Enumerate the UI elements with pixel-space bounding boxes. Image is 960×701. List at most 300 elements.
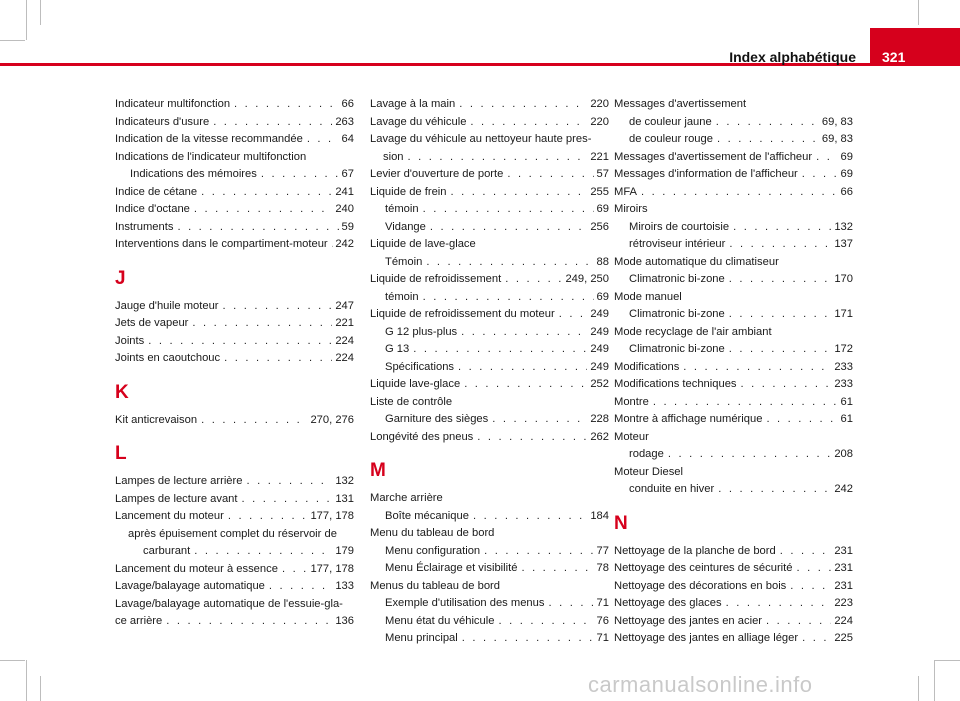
crop-mark bbox=[935, 660, 960, 661]
index-heading: Indications de l'indicateur multifonction bbox=[115, 150, 307, 163]
crop-mark bbox=[40, 0, 41, 25]
page-ref: 220 bbox=[590, 115, 609, 128]
index-column-1 bbox=[115, 96, 354, 631]
entry-label: témoin bbox=[385, 203, 419, 215]
dot-leader bbox=[261, 166, 339, 184]
index-entry bbox=[614, 595, 853, 613]
index-entry bbox=[115, 298, 354, 316]
page-ref: 241 bbox=[335, 185, 354, 198]
dot-leader bbox=[228, 508, 308, 526]
index-entry bbox=[115, 350, 354, 368]
page-ref: 71 bbox=[596, 597, 609, 609]
page-ref: 249, 250 bbox=[565, 273, 609, 285]
dot-leader bbox=[177, 219, 338, 237]
entry-label: Climatronic bi-zone bbox=[629, 343, 725, 355]
dot-leader bbox=[473, 508, 587, 526]
dot-leader bbox=[668, 446, 831, 464]
entry-label: Nettoyage de la planche de bord bbox=[614, 544, 776, 557]
dot-leader bbox=[766, 411, 837, 429]
dot-leader bbox=[641, 184, 838, 202]
entry-label: Kit anticrevaison bbox=[115, 413, 198, 426]
index-entry bbox=[115, 219, 354, 237]
index-entry bbox=[370, 271, 609, 289]
entry-label: de couleur jaune bbox=[629, 115, 712, 128]
page-ref: 184 bbox=[590, 509, 609, 522]
dot-leader bbox=[718, 481, 831, 499]
dot-leader bbox=[505, 271, 562, 289]
entry-label: Exemple d'utilisation des menus bbox=[385, 597, 545, 609]
index-entry bbox=[115, 333, 354, 351]
entry-label: Nettoyage des glaces bbox=[614, 597, 722, 609]
dot-leader bbox=[796, 560, 831, 578]
entry-label: Indications des mémoires bbox=[130, 168, 257, 180]
page-ref: 231 bbox=[834, 562, 853, 574]
page-ref: 256 bbox=[590, 220, 609, 233]
entry-label: Modifications techniques bbox=[614, 378, 737, 390]
page-ref: 133 bbox=[335, 580, 354, 592]
index-entry bbox=[614, 359, 853, 377]
entry-label: témoin bbox=[385, 290, 419, 303]
page-ref: 224 bbox=[834, 614, 853, 627]
dot-leader bbox=[234, 96, 339, 114]
entry-label: Messages d'information de l'afficheur bbox=[614, 168, 798, 180]
page-ref: 225 bbox=[834, 632, 853, 644]
index-heading: Mode automatique du climatiseur bbox=[614, 255, 779, 268]
index-entry bbox=[614, 394, 853, 412]
page-ref: 231 bbox=[834, 579, 853, 592]
page-ref: 177, 178 bbox=[310, 562, 354, 575]
dot-leader bbox=[148, 333, 332, 351]
index-entry bbox=[115, 131, 354, 149]
index-entry bbox=[370, 630, 609, 648]
page-ref: 66 bbox=[840, 185, 853, 198]
dot-leader bbox=[729, 341, 832, 359]
index-entry bbox=[370, 166, 609, 184]
entry-label: Liquide lave-glace bbox=[370, 378, 461, 390]
index-heading: Menu du tableau de bord bbox=[370, 527, 495, 539]
page-ref: 57 bbox=[596, 168, 609, 180]
page-ref: 69 bbox=[596, 290, 609, 303]
dot-leader bbox=[307, 131, 339, 149]
dot-leader bbox=[716, 114, 819, 132]
entry-label: Liquide de frein bbox=[370, 185, 447, 198]
index-entry bbox=[370, 595, 609, 613]
page-ref: 132 bbox=[335, 475, 354, 487]
dot-leader bbox=[332, 236, 333, 254]
index-heading: après épuisement complet du réservoir de bbox=[128, 527, 337, 540]
page-ref: 69, 83 bbox=[821, 115, 853, 128]
page-ref: 69 bbox=[596, 203, 609, 215]
entry-label: Nettoyage des décorations en bois bbox=[614, 579, 787, 592]
index-entry bbox=[614, 341, 853, 359]
entry-label: G 13 bbox=[385, 343, 410, 355]
page-ref: 88 bbox=[596, 255, 609, 268]
entry-label: Menu état du véhicule bbox=[385, 614, 495, 627]
page-ref: 263 bbox=[335, 115, 354, 128]
entry-label: Longévité des pneus bbox=[370, 430, 474, 443]
dot-leader bbox=[430, 219, 587, 237]
index-entry bbox=[370, 429, 609, 447]
dot-leader bbox=[790, 578, 831, 596]
entry-label: Miroirs de courtoisie bbox=[629, 220, 730, 233]
index-heading: Miroirs bbox=[614, 203, 648, 215]
entry-label: Liquide de refroidissement bbox=[370, 273, 502, 285]
dot-leader bbox=[194, 201, 332, 219]
dot-leader bbox=[507, 166, 593, 184]
dot-leader bbox=[729, 271, 832, 289]
crop-mark bbox=[0, 660, 25, 661]
index-heading: Mode recyclage de l'air ambiant bbox=[614, 325, 772, 338]
index-entry bbox=[115, 236, 354, 254]
page-ref: 249 bbox=[590, 325, 609, 338]
page-ref: 69, 83 bbox=[821, 133, 853, 145]
entry-label: Lavage/balayage automatique bbox=[115, 580, 265, 592]
entry-label: Vidange bbox=[385, 220, 426, 233]
dot-leader bbox=[408, 149, 588, 167]
page-ref: 59 bbox=[341, 220, 354, 233]
section-letter-m: M bbox=[370, 460, 386, 481]
index-group bbox=[370, 490, 609, 648]
entry-label: Lampes de lecture arrière bbox=[115, 475, 243, 487]
index-heading: Marche arrière bbox=[370, 492, 443, 504]
index-group bbox=[115, 473, 354, 631]
entry-label: Joints en caoutchouc bbox=[115, 352, 221, 364]
dot-leader bbox=[282, 561, 307, 579]
index-heading: Mode manuel bbox=[614, 290, 682, 303]
entry-label: Modifications bbox=[614, 360, 680, 373]
page-ref: 224 bbox=[335, 334, 354, 347]
index-entry bbox=[115, 473, 354, 491]
dot-leader bbox=[717, 131, 819, 149]
entry-label: Interventions dans le compartiment-moteur bbox=[115, 238, 328, 250]
dot-leader bbox=[201, 184, 332, 202]
dot-leader bbox=[816, 149, 837, 167]
page-ref: 270, 276 bbox=[310, 413, 354, 426]
dot-leader bbox=[192, 315, 332, 333]
index-entry bbox=[370, 254, 609, 272]
entry-label: Jauge d'huile moteur bbox=[115, 299, 219, 312]
page-ref: 61 bbox=[840, 413, 853, 425]
dot-leader bbox=[726, 595, 832, 613]
index-entry bbox=[614, 236, 853, 254]
entry-label: Lancement du moteur bbox=[115, 510, 224, 522]
index-entry bbox=[115, 508, 354, 526]
page-ref: 69 bbox=[840, 168, 853, 180]
index-column-3 bbox=[614, 96, 853, 648]
index-entry bbox=[614, 271, 853, 289]
index-heading: Messages d'avertissement bbox=[614, 98, 747, 110]
entry-label: Spécifications bbox=[385, 360, 455, 373]
dot-leader bbox=[459, 96, 587, 114]
entry-label: Lancement du moteur à essence bbox=[115, 562, 278, 575]
index-group bbox=[614, 543, 853, 648]
index-entry bbox=[370, 96, 609, 114]
dot-leader bbox=[223, 298, 333, 316]
page-ref: 233 bbox=[834, 378, 853, 390]
index-entry bbox=[614, 481, 853, 499]
index-heading: Liquide de lave-glace bbox=[370, 238, 476, 250]
page-title: Index alphabétique bbox=[729, 49, 856, 65]
crop-mark bbox=[934, 660, 935, 701]
dot-leader bbox=[780, 543, 832, 561]
page-ref: 71 bbox=[596, 632, 609, 644]
index-entry bbox=[115, 114, 354, 132]
entry-label: Instruments bbox=[115, 220, 174, 233]
index-entry bbox=[370, 613, 609, 631]
page-ref: 240 bbox=[335, 203, 354, 215]
index-entry bbox=[370, 289, 609, 307]
index-entry bbox=[115, 561, 354, 579]
section-letter-n: N bbox=[614, 512, 628, 534]
dot-leader bbox=[423, 289, 594, 307]
index-entry bbox=[614, 543, 853, 561]
dot-leader bbox=[464, 376, 587, 394]
index-entry bbox=[370, 376, 609, 394]
entry-label: Lavage à la main bbox=[370, 98, 456, 110]
dot-leader bbox=[413, 341, 587, 359]
dot-leader bbox=[194, 543, 332, 561]
index-entry bbox=[614, 149, 853, 167]
entry-label: Témoin bbox=[385, 255, 423, 268]
entry-label: conduite en hiver bbox=[629, 483, 715, 495]
dot-leader bbox=[269, 578, 332, 596]
entry-label: Lavage du véhicule bbox=[370, 115, 467, 128]
entry-label: Liquide de refroidissement du moteur bbox=[370, 308, 555, 320]
page-ref: 78 bbox=[596, 562, 609, 574]
index-entry bbox=[370, 508, 609, 526]
entry-label: Boîte mécanique bbox=[385, 509, 469, 522]
page-ref: 137 bbox=[834, 238, 853, 250]
index-heading: Lavage/balayage automatique de l'essuie-gla- bbox=[115, 597, 343, 610]
index-group bbox=[614, 96, 853, 499]
dot-leader bbox=[458, 359, 587, 377]
dot-leader bbox=[653, 394, 838, 412]
entry-label: Menu principal bbox=[385, 632, 458, 644]
entry-label: rétroviseur intérieur bbox=[629, 238, 726, 250]
index-entry bbox=[614, 411, 853, 429]
index-group bbox=[115, 412, 354, 430]
index-entry bbox=[115, 315, 354, 333]
dot-leader bbox=[461, 324, 587, 342]
entry-label: Menu Éclairage et visibilité bbox=[385, 562, 518, 574]
index-entry bbox=[614, 630, 853, 648]
index-heading: Moteur Diesel bbox=[614, 465, 684, 478]
dot-leader bbox=[224, 350, 332, 368]
index-entry bbox=[115, 543, 354, 561]
dot-leader bbox=[477, 429, 587, 447]
index-group bbox=[115, 298, 354, 368]
index-entry bbox=[370, 359, 609, 377]
dot-leader bbox=[426, 254, 593, 272]
index-entry bbox=[115, 613, 354, 631]
index-entry bbox=[614, 578, 853, 596]
crop-mark bbox=[26, 0, 27, 40]
dot-leader bbox=[462, 630, 594, 648]
page-ref: 247 bbox=[335, 299, 354, 312]
page-ref: 242 bbox=[834, 483, 853, 495]
page-ref: 233 bbox=[834, 360, 853, 373]
dot-leader bbox=[548, 595, 593, 613]
entry-label: Jets de vapeur bbox=[115, 317, 189, 329]
index-column-2 bbox=[370, 96, 609, 648]
section-letter-k: K bbox=[115, 381, 129, 403]
index-entry bbox=[614, 114, 853, 132]
page-ref: 131 bbox=[335, 492, 354, 505]
index-entry bbox=[370, 411, 609, 429]
index-entry bbox=[370, 201, 609, 219]
dot-leader bbox=[802, 166, 838, 184]
entry-label: de couleur rouge bbox=[629, 133, 713, 145]
index-entry bbox=[370, 149, 609, 167]
crop-mark bbox=[0, 40, 25, 41]
entry-label: Messages d'avertissement de l'afficheur bbox=[614, 150, 813, 163]
entry-label: Levier d'ouverture de porte bbox=[370, 168, 504, 180]
entry-label: Nettoyage des ceintures de sécurité bbox=[614, 562, 793, 574]
page-ref: 208 bbox=[834, 448, 853, 460]
crop-mark bbox=[40, 676, 41, 701]
index-heading: Menus du tableau de bord bbox=[370, 579, 500, 592]
page-ref: 64 bbox=[341, 133, 354, 145]
page-ref: 136 bbox=[335, 615, 354, 627]
index-entry bbox=[614, 306, 853, 324]
entry-label: rodage bbox=[629, 448, 664, 460]
dot-leader bbox=[729, 306, 832, 324]
dot-leader bbox=[733, 219, 831, 237]
page-ref: 249 bbox=[590, 360, 609, 373]
entry-label: MFA bbox=[614, 185, 637, 198]
page-ref: 61 bbox=[840, 395, 853, 408]
section-letter-j: J bbox=[115, 267, 126, 289]
dot-leader bbox=[213, 114, 332, 132]
index-entry bbox=[115, 184, 354, 202]
page-ref: 76 bbox=[596, 614, 609, 627]
entry-label: Nettoyage des jantes en alliage léger bbox=[614, 632, 799, 644]
dot-leader bbox=[802, 630, 831, 648]
index-entry bbox=[370, 543, 609, 561]
index-heading: Moteur bbox=[614, 430, 649, 443]
crop-mark bbox=[918, 0, 919, 25]
page-ref: 224 bbox=[335, 352, 354, 364]
page-ref: 231 bbox=[834, 544, 853, 557]
index-heading: Liste de contrôle bbox=[370, 395, 453, 408]
entry-label: G 12 plus-plus bbox=[385, 325, 458, 338]
dot-leader bbox=[246, 473, 332, 491]
page-ref: 77 bbox=[596, 544, 609, 557]
index-entry bbox=[370, 184, 609, 202]
page-ref: 66 bbox=[341, 98, 354, 110]
page-ref: 220 bbox=[590, 98, 609, 110]
entry-label: Garniture des sièges bbox=[385, 413, 489, 425]
index-entry bbox=[370, 114, 609, 132]
index-entry bbox=[115, 201, 354, 219]
dot-leader bbox=[201, 412, 307, 430]
index-entry bbox=[115, 491, 354, 509]
index-entry bbox=[115, 578, 354, 596]
index-heading: Lavage du véhicule au nettoyeur haute pres- bbox=[370, 133, 592, 145]
entry-label: Climatronic bi-zone bbox=[629, 273, 725, 285]
page-ref: 69 bbox=[840, 150, 853, 163]
index-entry bbox=[370, 324, 609, 342]
index-entry bbox=[614, 184, 853, 202]
entry-label: carburant bbox=[143, 545, 191, 557]
crop-mark bbox=[918, 676, 919, 701]
crop-mark bbox=[26, 660, 27, 701]
entry-label: Indice d'octane bbox=[115, 203, 190, 215]
dot-leader bbox=[470, 114, 587, 132]
entry-label: Indicateur multifonction bbox=[115, 98, 231, 110]
dot-leader bbox=[559, 306, 588, 324]
page-ref: 171 bbox=[834, 308, 853, 320]
page-ref: 221 bbox=[590, 150, 609, 163]
page-ref: 221 bbox=[335, 317, 354, 329]
index-entry bbox=[614, 446, 853, 464]
index-entry bbox=[614, 376, 853, 394]
page-ref: 252 bbox=[590, 378, 609, 390]
entry-label: Montre à affichage numérique bbox=[614, 413, 763, 425]
dot-leader bbox=[423, 201, 594, 219]
dot-leader bbox=[498, 613, 593, 631]
page-ref: 132 bbox=[834, 220, 853, 233]
entry-label: sion bbox=[383, 150, 404, 163]
dot-leader bbox=[451, 184, 588, 202]
index-entry bbox=[115, 412, 354, 430]
page-ref: 223 bbox=[834, 597, 853, 609]
index-entry bbox=[370, 219, 609, 237]
page-ref: 170 bbox=[834, 273, 853, 285]
entry-label: Menu configuration bbox=[385, 544, 481, 557]
page-ref: 249 bbox=[590, 308, 609, 320]
index-entry bbox=[115, 166, 354, 184]
page-ref: 249 bbox=[590, 343, 609, 355]
index-entry bbox=[370, 560, 609, 578]
index-entry bbox=[370, 306, 609, 324]
page-ref: 242 bbox=[335, 238, 354, 250]
page-number: 321 bbox=[882, 49, 906, 65]
index-entry bbox=[614, 613, 853, 631]
dot-leader bbox=[242, 491, 333, 509]
entry-label: Montre bbox=[614, 395, 649, 408]
page-ref: 172 bbox=[834, 343, 853, 355]
page-ref: 262 bbox=[590, 430, 609, 443]
entry-label: Nettoyage des jantes en acier bbox=[614, 614, 763, 627]
index-entry bbox=[115, 96, 354, 114]
dot-leader bbox=[683, 359, 831, 377]
index-group bbox=[115, 96, 354, 254]
entry-label: Joints bbox=[115, 334, 145, 347]
section-letter-l: L bbox=[115, 443, 127, 464]
page-ref: 179 bbox=[335, 545, 354, 557]
entry-label: Indication de la vitesse recommandée bbox=[115, 133, 303, 145]
dot-leader bbox=[484, 543, 593, 561]
page-ref: 67 bbox=[341, 168, 354, 180]
entry-label: Climatronic bi-zone bbox=[629, 308, 725, 320]
page-ref: 228 bbox=[590, 413, 609, 425]
index-entry bbox=[614, 219, 853, 237]
dot-leader bbox=[729, 236, 831, 254]
dot-leader bbox=[521, 560, 593, 578]
index-entry bbox=[614, 560, 853, 578]
page-ref: 255 bbox=[590, 185, 609, 198]
dot-leader bbox=[492, 411, 587, 429]
index-group bbox=[370, 96, 609, 446]
entry-label: Lampes de lecture avant bbox=[115, 492, 238, 505]
entry-label: Indicateurs d'usure bbox=[115, 115, 210, 128]
index-entry bbox=[614, 131, 853, 149]
dot-leader bbox=[741, 376, 832, 394]
entry-label: ce arrière bbox=[115, 615, 163, 627]
index-entry bbox=[370, 341, 609, 359]
dot-leader bbox=[766, 613, 831, 631]
